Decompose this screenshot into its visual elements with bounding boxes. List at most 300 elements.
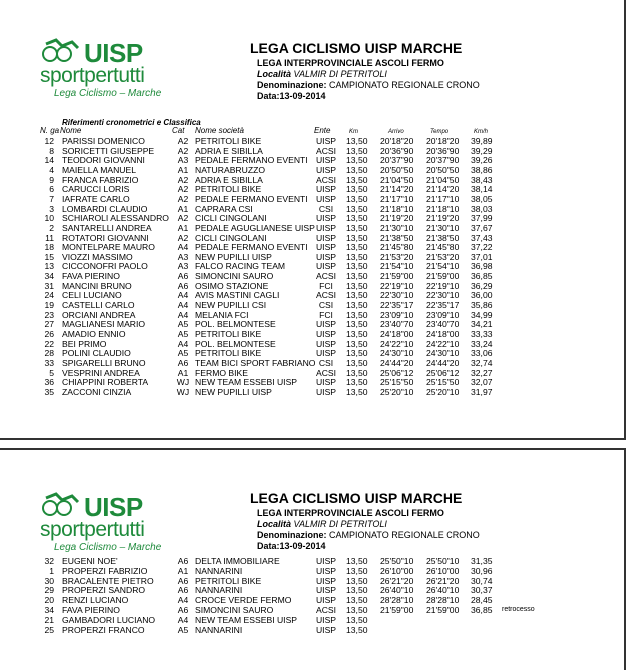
denominazione-label: Denominazione:: [257, 80, 327, 90]
cell-pos: 22: [44, 338, 54, 349]
cell-tempo: 22'19"10: [426, 280, 460, 291]
cell-kmh: 34,21: [471, 319, 493, 330]
data-label: Data:: [257, 91, 280, 101]
cell-pos: 26: [44, 329, 54, 339]
cell-name: GAMBADORI LUCIANO: [62, 614, 156, 625]
cell-name: BEI PRIMO: [62, 338, 107, 349]
cell-name: EUGENI NOE': [62, 556, 118, 566]
cell-name: CHIAPPINI ROBERTA: [62, 377, 149, 388]
cell-cat: A2: [177, 145, 189, 156]
cell-ente: UISP: [315, 348, 337, 359]
cell-name: CICCONOFRI PAOLO: [62, 261, 148, 272]
table-row: [0, 184, 600, 194]
cell-pos: 7: [49, 193, 54, 204]
cell-arr: 20'36"90: [380, 145, 414, 156]
cell-km: 13,50: [346, 338, 368, 349]
denominazione-value: CAMPIONATO REGIONALE CRONO: [329, 530, 480, 540]
cell-tempo: 21'17"10: [426, 193, 460, 204]
cell-kmh: 37,22: [471, 242, 493, 253]
cell-arr: 26'10"00: [380, 565, 414, 576]
table-row: [0, 204, 600, 214]
cell-kmh: 33,33: [471, 329, 493, 339]
col-header-tempo: Tempo: [430, 129, 449, 135]
table-row: [0, 576, 600, 586]
cell-soc: FALCO RACING TEAM: [195, 261, 286, 272]
cell-cat: A2: [177, 184, 189, 195]
cell-soc: CICLI CINGOLANI: [195, 232, 267, 243]
cell-tempo: 21'04"50: [426, 174, 460, 185]
table-row: [0, 595, 600, 605]
cyclists-icon: [42, 38, 82, 64]
cell-arr: 21'18"10: [380, 203, 414, 214]
cell-tempo: 21'19"20: [426, 213, 460, 224]
cell-ente: UISP: [315, 251, 337, 262]
cell-ente: ACSI: [315, 145, 337, 156]
cell-cat: A6: [177, 280, 189, 291]
cell-cat: A2: [177, 136, 189, 146]
cell-soc: POL. BELMONTESE: [195, 338, 276, 349]
cell-soc: PEDALE AGUGLIANESE UISP: [195, 222, 315, 233]
cell-name: PROPERZI SANDRO: [62, 585, 146, 596]
cell-soc: NANNARINI: [195, 585, 243, 596]
cell-tempo: 21'45"80: [426, 242, 460, 253]
cell-ente: UISP: [315, 595, 337, 606]
cell-tempo: 21'54"10: [426, 261, 460, 272]
cell-cat: A4: [177, 338, 189, 349]
cell-tempo: 24'44"20: [426, 357, 460, 368]
cell-name: PARISSI DOMENICO: [62, 136, 145, 146]
cell-tempo: 25'15"50: [426, 377, 460, 388]
cell-kmh: 34,99: [471, 309, 493, 320]
cell-ente: UISP: [315, 222, 337, 233]
table-row: [0, 377, 600, 387]
cell-name: MONTELPARE MAURO: [62, 242, 155, 253]
cell-pos: 6: [49, 184, 54, 195]
cell-tempo: 26'10"00: [426, 565, 460, 576]
cell-cat: A6: [177, 556, 189, 566]
cell-ente: UISP: [315, 136, 337, 146]
cell-soc: NANNARINI: [195, 565, 243, 576]
cell-arr: 22'30"10: [380, 290, 414, 301]
cell-cat: A2: [177, 174, 189, 185]
cell-soc: NEW PUPILLI UISP: [195, 251, 272, 262]
cell-cat: A4: [177, 242, 189, 253]
cell-ente: UISP: [315, 614, 337, 625]
cell-ente: UISP: [315, 164, 337, 175]
cell-soc: POL. BELMONTESE: [195, 319, 276, 330]
table-row: [0, 566, 600, 576]
cell-kmh: 33,06: [471, 348, 493, 359]
cell-cat: WJ: [176, 377, 190, 388]
cell-tempo: 20'18"20: [426, 136, 460, 146]
logo-subtitle: Lega Ciclismo – Marche: [54, 542, 162, 553]
logo-slogan: sportpertutti: [40, 518, 145, 541]
cell-km: 13,50: [346, 174, 368, 185]
cell-ente: ACSI: [315, 290, 337, 301]
cell-cat: A1: [177, 222, 189, 233]
table-row: [0, 625, 600, 635]
cell-name: VESPRINI ANDREA: [62, 367, 140, 378]
cell-name: VIOZZI MASSIMO: [62, 251, 133, 262]
cell-soc: CAPRARA CSI: [195, 203, 253, 214]
cell-arr: 20'50"50: [380, 164, 414, 175]
table-row: [0, 319, 600, 329]
cell-pos: 23: [44, 309, 54, 320]
cell-soc: PEDALE FERMANO EVENTI: [195, 193, 308, 204]
cell-soc: AVIS MASTINI CAGLI: [195, 290, 280, 301]
table-row: [0, 368, 600, 378]
cell-pos: 2: [49, 222, 54, 233]
cell-kmh: 35,86: [471, 300, 493, 311]
cell-arr: 22'19"10: [380, 280, 414, 291]
cell-ente: CSI: [318, 203, 334, 214]
cell-km: 13,50: [346, 377, 368, 388]
cell-pos: 30: [44, 575, 54, 586]
cell-km: 13,50: [346, 280, 368, 291]
cell-cat: A3: [177, 261, 189, 272]
cell-ente: ACSI: [315, 367, 337, 378]
cell-km: 13,50: [346, 290, 368, 301]
cell-soc: NANNARINI: [195, 624, 243, 635]
cell-soc: PEDALE FERMANO EVENTI: [195, 155, 308, 166]
cell-ente: UISP: [315, 193, 337, 204]
cell-pos: 8: [49, 145, 54, 156]
cell-ente: UISP: [315, 624, 337, 635]
cell-name: CASTELLI CARLO: [62, 300, 135, 311]
cell-name: FRANCA FABRIZIO: [62, 174, 139, 185]
cell-arr: 21'53"20: [380, 251, 414, 262]
cell-pos: 11: [45, 232, 54, 243]
table-row: [0, 358, 600, 368]
cell-tempo: 20'37"90: [426, 155, 460, 166]
cell-soc: MELANIA FCI: [195, 309, 249, 320]
cell-ente: UISP: [315, 377, 337, 388]
table-row: [0, 615, 600, 625]
table-row: [0, 281, 600, 291]
table-row: [0, 271, 600, 281]
cell-soc: NEW TEAM ESSEBI UISP: [195, 377, 298, 388]
cell-soc: SIMONCINI SAURO: [195, 605, 274, 615]
localita-label: Località: [257, 69, 292, 79]
col-header-kmh: Km/h: [474, 129, 489, 135]
cell-soc: PETRITOLI BIKE: [195, 136, 262, 146]
cell-ente: UISP: [315, 575, 337, 586]
cell-pos: 27: [44, 319, 54, 330]
cell-ente: UISP: [315, 261, 337, 272]
cell-soc: PETRITOLI BIKE: [195, 329, 262, 339]
table-row: [0, 213, 600, 223]
cell-tempo: 25'50"10: [426, 556, 460, 566]
cell-km: 13,50: [346, 329, 368, 339]
cell-km: 13,50: [346, 614, 368, 625]
cell-tempo: 24'22"10: [426, 338, 460, 349]
cell-pos: 24: [44, 290, 54, 301]
cell-km: 13,50: [346, 624, 368, 635]
cell-arr: 21'54"10: [380, 261, 414, 272]
cell-kmh: 37,99: [471, 213, 493, 224]
table-row: [0, 585, 600, 595]
cell-ente: CSI: [318, 300, 334, 311]
cell-ente: UISP: [315, 338, 337, 349]
cell-tempo: 28'28"10: [426, 595, 460, 606]
cell-kmh: 36,85: [471, 605, 493, 615]
cell-tempo: 21'59"00: [426, 605, 460, 615]
cell-ente: UISP: [315, 329, 337, 339]
table-row: [0, 165, 600, 175]
table-row: [0, 175, 600, 185]
cell-pos: 1: [49, 565, 54, 576]
cell-arr: 21'30"10: [380, 222, 414, 233]
cell-pos: 3: [49, 203, 54, 214]
cell-kmh: 36,29: [471, 280, 493, 291]
cell-pos: 34: [44, 271, 54, 282]
cell-cat: WJ: [176, 386, 190, 397]
cell-tempo: 21'30"10: [426, 222, 460, 233]
page-gap: [0, 440, 626, 448]
cell-kmh: 36,00: [471, 290, 493, 301]
cell-kmh: 36,85: [471, 271, 493, 282]
cell-tempo: 22'35"17: [426, 300, 460, 311]
cell-name: PROPERZI FRANCO: [62, 624, 145, 635]
cell-arr: 21'04"50: [380, 174, 414, 185]
cell-cat: A4: [177, 614, 189, 625]
table-row: [0, 261, 600, 271]
cell-ente: FCI: [319, 280, 333, 291]
cell-cat: A5: [177, 319, 189, 330]
cell-kmh: 36,98: [471, 261, 493, 272]
cell-ente: UISP: [315, 232, 337, 243]
cell-pos: 20: [44, 595, 54, 606]
cell-soc: PEDALE FERMANO EVENTI: [195, 242, 308, 253]
cell-arr: 25'15"50: [380, 377, 414, 388]
cell-km: 13,50: [346, 184, 368, 195]
cell-km: 13,50: [346, 164, 368, 175]
cell-cat: A6: [177, 585, 189, 596]
cell-soc: PETRITOLI BIKE: [195, 348, 262, 359]
table-row: [0, 348, 600, 358]
cell-soc: TEAM BICI SPORT FABRIANO: [195, 357, 316, 368]
data-value: 13-09-2014: [279, 91, 326, 101]
cell-soc: NEW PUPILLI CSI: [195, 300, 267, 311]
col-header-arrivo: Arrivo: [388, 129, 404, 135]
cell-cat: A4: [177, 300, 189, 311]
cell-arr: 21'59"00: [380, 271, 414, 282]
cell-kmh: 39,89: [471, 136, 493, 146]
cell-kmh: 30,37: [471, 585, 493, 596]
cell-pos: 21: [44, 614, 54, 625]
table-row: [0, 290, 600, 300]
cell-ente: CSI: [318, 357, 334, 368]
data-value: 13-09-2014: [279, 541, 326, 551]
cell-arr: 25'50"10: [380, 556, 414, 566]
cell-arr: 21'19"20: [380, 213, 414, 224]
cell-cat: A1: [177, 565, 189, 576]
col-header-pos: N. ga: [40, 126, 60, 135]
cell-tempo: 20'50"50: [426, 164, 460, 175]
cell-ente: UISP: [315, 585, 337, 596]
cyclists-icon: [42, 492, 82, 518]
header-line1: LEGA INTERPROVINCIALE ASCOLI FERMO: [257, 508, 444, 518]
table-row: [0, 329, 600, 339]
cell-pos: 10: [44, 213, 54, 224]
cell-kmh: 37,43: [471, 232, 493, 243]
cell-ente: ACSI: [315, 605, 337, 615]
cell-cat: A5: [177, 624, 189, 635]
cell-name: RENZI LUCIANO: [62, 595, 129, 606]
cell-name: ROTATORI GIOVANNI: [62, 232, 149, 243]
cell-cat: A6: [177, 575, 189, 586]
cell-cat: A3: [177, 155, 189, 166]
cell-km: 13,50: [346, 242, 368, 253]
cell-name: FAVA PIERINO: [62, 605, 120, 615]
cell-pos: 9: [49, 174, 54, 185]
cell-ente: ACSI: [315, 271, 337, 282]
cell-note: retrocesso: [502, 606, 535, 613]
cell-pos: 13: [44, 261, 54, 272]
cell-tempo: 21'14"20: [426, 184, 460, 195]
cell-arr: 23'09"10: [380, 309, 414, 320]
cell-tempo: 21'59"00: [426, 271, 460, 282]
cell-tempo: 20'36"90: [426, 145, 460, 156]
cell-km: 13,50: [346, 309, 368, 320]
cell-tempo: 22'30"10: [426, 290, 460, 301]
cell-cat: A1: [177, 367, 189, 378]
cell-ente: ACSI: [315, 174, 337, 185]
cell-pos: 4: [49, 164, 54, 175]
cell-km: 13,50: [346, 386, 368, 397]
section-subtitle: Riferimenti cronometrici e Classifica: [62, 118, 201, 127]
cell-km: 13,50: [346, 232, 368, 243]
cell-kmh: 38,05: [471, 193, 493, 204]
cell-tempo: 21'38"50: [426, 232, 460, 243]
cell-cat: A6: [177, 605, 189, 615]
cell-pos: 28: [44, 348, 54, 359]
cell-cat: A4: [177, 309, 189, 320]
cell-name: LOMBARDI CLAUDIO: [62, 203, 148, 214]
table-row: [0, 310, 600, 320]
cell-arr: 24'22"10: [380, 338, 414, 349]
cell-soc: NATURABRUZZO: [195, 164, 266, 175]
cell-arr: 26'21"20: [380, 575, 414, 586]
cell-cat: A4: [177, 595, 189, 606]
cell-name: CARUCCI LORIS: [62, 184, 130, 195]
cell-arr: 24'44"20: [380, 357, 414, 368]
cell-arr: 25'06"12: [380, 367, 414, 378]
cell-kmh: 31,97: [471, 386, 493, 397]
cell-soc: OSIMO STAZIONE: [195, 280, 269, 291]
cell-km: 13,50: [346, 145, 368, 156]
cell-ente: UISP: [315, 184, 337, 195]
logo-slogan: sportpertutti: [40, 64, 145, 87]
cell-cat: A6: [177, 357, 189, 368]
cell-cat: A5: [177, 329, 189, 339]
cell-pos: 32: [44, 556, 54, 566]
cell-arr: 21'38"50: [380, 232, 414, 243]
cell-km: 13,50: [346, 155, 368, 166]
cell-kmh: 33,24: [471, 338, 493, 349]
cell-kmh: 28,45: [471, 595, 493, 606]
logo-brand: UISP: [84, 492, 143, 522]
cell-arr: 22'35"17: [380, 300, 414, 311]
cell-kmh: 39,26: [471, 155, 493, 166]
cell-kmh: 32,74: [471, 357, 493, 368]
cell-pos: 19: [44, 300, 54, 311]
cell-pos: 31: [44, 280, 54, 291]
header-title: LEGA CICLISMO UISP MARCHE: [250, 490, 463, 506]
cell-km: 13,50: [346, 367, 368, 378]
table-row: [0, 556, 600, 566]
cell-pos: 35: [44, 386, 54, 397]
cell-arr: 24'18"00: [380, 329, 414, 339]
table-row: [0, 223, 600, 233]
cell-kmh: 32,27: [471, 367, 493, 378]
results-page-2: [0, 448, 626, 670]
cell-kmh: 38,14: [471, 184, 493, 195]
cell-tempo: 21'53"20: [426, 251, 460, 262]
cell-arr: 23'40"70: [380, 319, 414, 330]
cell-name: SORICETTI GIUSEPPE: [62, 145, 155, 156]
table-row: [0, 252, 600, 262]
cell-km: 13,50: [346, 357, 368, 368]
cell-arr: 25'20"10: [380, 386, 414, 397]
uisp-logo: [40, 36, 170, 102]
table-row: [0, 387, 600, 397]
cell-tempo: 25'06"12: [426, 367, 460, 378]
table-row: [0, 233, 600, 243]
cell-cat: A1: [177, 203, 189, 214]
cell-tempo: 23'09"10: [426, 309, 460, 320]
cell-kmh: 31,35: [471, 556, 493, 566]
document-header: [250, 40, 480, 102]
cell-km: 13,50: [346, 565, 368, 576]
cell-ente: UISP: [315, 386, 337, 397]
cell-ente: UISP: [315, 213, 337, 224]
cell-kmh: 38,03: [471, 203, 493, 214]
cell-pos: 5: [49, 367, 54, 378]
cell-soc: DELTA IMMOBILIARE: [195, 556, 280, 566]
cell-kmh: 38,86: [471, 164, 493, 175]
cell-pos: 15: [44, 251, 54, 262]
cell-arr: 20'37"90: [380, 155, 414, 166]
denominazione-label: Denominazione:: [257, 530, 327, 540]
cell-tempo: 26'21"20: [426, 575, 460, 586]
cell-name: ORCIANI ANDREA: [62, 309, 136, 320]
cell-soc: CROCE VERDE FERMO: [195, 595, 292, 606]
localita-value: VALMIR DI PETRITOLI: [293, 69, 387, 79]
cell-tempo: 24'30"10: [426, 348, 460, 359]
cell-ente: UISP: [315, 242, 337, 253]
cell-pos: 14: [44, 155, 54, 166]
cell-name: PROPERZI FABRIZIO: [62, 565, 148, 576]
cell-name: CELI LUCIANO: [62, 290, 122, 301]
cell-pos: 18: [44, 242, 54, 253]
cell-cat: A2: [177, 232, 189, 243]
cell-pos: 12: [44, 136, 54, 146]
cell-soc: PETRITOLI BIKE: [195, 575, 262, 586]
cell-km: 13,50: [346, 585, 368, 596]
cell-tempo: 21'18"10: [426, 203, 460, 214]
cell-name: FAVA PIERINO: [62, 271, 120, 282]
col-header-name: Nome: [60, 126, 82, 135]
table-row: [0, 136, 600, 146]
cell-soc: NEW TEAM ESSEBI UISP: [195, 614, 298, 625]
localita-label: Località: [257, 519, 292, 529]
cell-arr: 21'45"80: [380, 242, 414, 253]
cell-name: SPIGARELLI BRUNO: [62, 357, 146, 368]
cell-name: MANCINI BRUNO: [62, 280, 132, 291]
cell-arr: 21'59"00: [380, 605, 414, 615]
cell-km: 13,50: [346, 348, 368, 359]
